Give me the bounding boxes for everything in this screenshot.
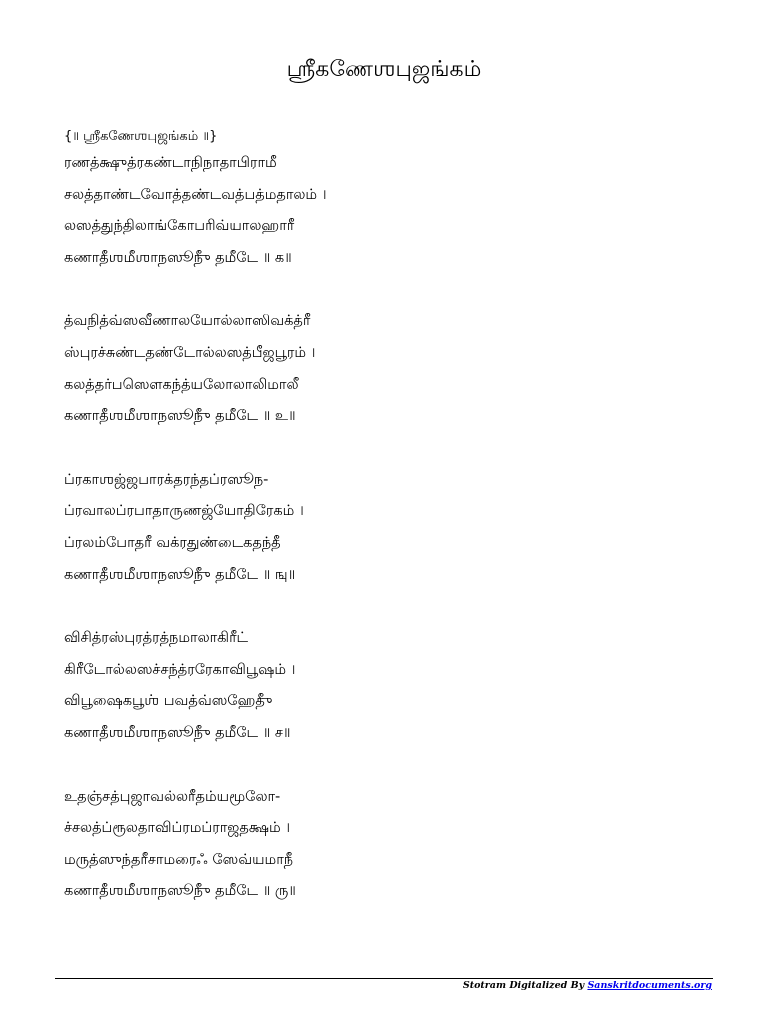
verse-line: கிரீடோல்லஸச்சந்த்ரரேகாவிபூஷம் ।: [64, 661, 296, 678]
verse-2: [64, 306, 724, 432]
verse-line: கணாதீஶமீஶாநஸூநுீ தமீடே ॥ ஙு॥: [64, 566, 296, 583]
verse-line: கணாதீஶமீஶாநஸூநுீ தமீடே ॥ க॥: [64, 249, 292, 266]
verse-spacer: [64, 274, 724, 306]
footer-divider: [55, 978, 713, 979]
verse-line: விபூஷைகபூஶ் பவத்வ்ஸஹேதுீ: [64, 693, 273, 710]
verse-1: [64, 148, 724, 274]
verse-line: ப்ரகாஶஜ்ஜபாரக்தரந்தப்ரஸூந-: [64, 471, 269, 488]
stotram-body: [64, 126, 724, 908]
verse-line: ரணத்க்ஷுத்ரகண்டாநிநாதாபிராமீ: [64, 155, 277, 171]
verse-line: கணாதீஶமீஶாநஸூநுீ தமீடே ॥ ரு॥: [64, 883, 296, 900]
verse-5: [64, 782, 724, 908]
verse-line: த்வநித்வ்ஸவீணாலயோல்லாஸிவக்த்ரீ: [64, 313, 311, 330]
stotram-header: {॥ ஶ்ரீகணேஶபுஜங்கம் ॥}: [64, 129, 218, 144]
footer-credit: [463, 980, 712, 992]
sanskritdocuments-link[interactable]: Sanskritdocuments.org: [587, 980, 712, 991]
verse-line: கணாதீஶமீஶாநஸூநுீ தமீடே ॥ உ॥: [64, 408, 296, 425]
verse-line: மருத்ஸுந்தரீசாமரைஃ ஸேவ்யமாநீ: [64, 851, 294, 868]
verse-line: ச்சலத்ப்ரூலதாவிப்ரமப்ராஜதக்ஷம் ।: [64, 820, 291, 837]
verse-line: சலத்தாண்டவோத்தண்டவத்பத்மதாலம் ।: [64, 186, 327, 203]
verse-line: உதஞ்சத்புஜாவல்லரீதம்யமூலோ-: [64, 788, 281, 805]
verse-spacer: [64, 591, 724, 623]
verse-line: கணாதீஶமீஶாநஸூநுீ தமீடே ॥ ச॥: [64, 724, 291, 741]
verse-line: ப்ரலம்போதரீ வக்ரதுண்டைகதந்தீ: [64, 534, 281, 551]
footer-credit-text: Stotram Digitalized By: [462, 980, 588, 991]
verse-line: லஸத்துந்திலாங்கோபரிவ்யாலஹாரீ: [64, 218, 295, 235]
verse-spacer: [64, 433, 724, 465]
page-title: ஶ்ரீகணேஶபுஜங்கம்: [286, 57, 482, 82]
verse-line: கலத்தர்பஸௌகந்த்யலோலாலிமாலீ: [64, 376, 299, 393]
verse-4: [64, 623, 724, 749]
verse-line: விசித்ரஸ்புரத்ரத்நமாலாகிரீட்: [64, 630, 249, 647]
verse-spacer: [64, 750, 724, 782]
verse-line: ப்ரவாலப்ரபாதாருணஜ்யோதிரேகம் ।: [64, 503, 304, 520]
verse-3: [64, 465, 724, 591]
verse-line: ஸ்புரச்சுண்டதண்டோல்லஸத்பீஜபூரம் ।: [64, 344, 316, 361]
